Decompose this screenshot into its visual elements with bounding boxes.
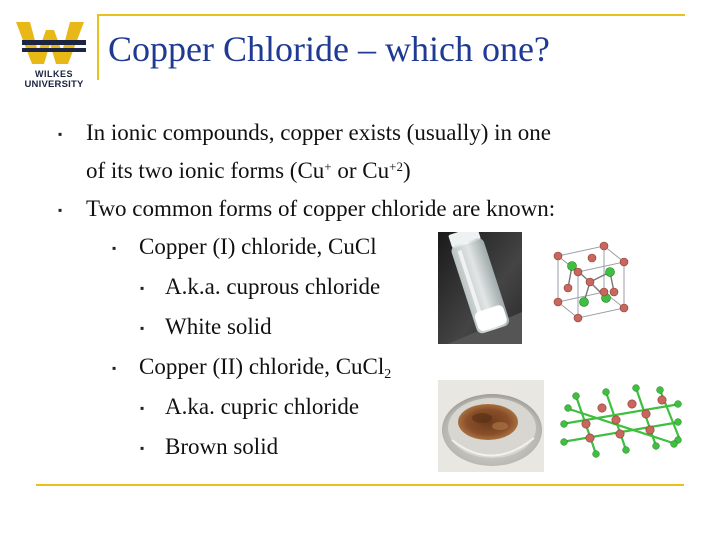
logo-line-2: UNIVERSITY: [24, 79, 84, 90]
sub-sub-bullet-white-solid: White solid: [165, 314, 272, 339]
bullet-ionic-forms: In ionic compounds, copper exists (usually) in one: [86, 120, 552, 145]
cucl2-chain-lattice: [556, 384, 686, 462]
cucl-crystal-lattice: [548, 236, 632, 328]
sub-sub-bullet-marker: ▪: [140, 401, 145, 415]
crystal-lattice-icon: [548, 236, 632, 328]
cucl-vial-photo: [438, 232, 522, 344]
sub-sub-bullet-cuprous: A.k.a. cuprous chloride: [165, 274, 381, 299]
sub-sub-bullet-marker: ▪: [140, 321, 145, 335]
sub-bullet-marker: ▪: [112, 361, 117, 375]
sub-sub-bullet-cupric: A.ka. cupric chloride: [165, 394, 360, 419]
logo-line-1: WILKES: [35, 69, 73, 79]
sub-bullet-copper-ii-chloride: Copper (II) chloride, CuCl$_2$: [139, 354, 392, 382]
slide-title: Copper Chloride – which one?: [108, 29, 550, 69]
footer-rule: [36, 484, 684, 486]
sub-bullet-marker: ▪: [112, 241, 117, 255]
bullet-two-forms: Two common forms of copper chloride are known:: [86, 196, 556, 221]
bullet-ionic-forms-continued: of its two ionic forms (Cu+ or $Cu^{+2}$): [86, 158, 411, 183]
cucl2-powder-photo: [438, 380, 544, 472]
sub-bullet-copper-i-chloride: Copper (I) chloride, CuCl: [139, 234, 377, 259]
bullet-marker: ▪: [58, 203, 63, 217]
sub-sub-bullet-marker: ▪: [140, 281, 145, 295]
sub-sub-bullet-brown-solid: Brown solid: [165, 434, 279, 459]
sub-sub-bullet-marker: ▪: [140, 441, 145, 455]
bullet-marker: ▪: [58, 127, 63, 141]
chain-lattice-icon: [556, 384, 686, 462]
